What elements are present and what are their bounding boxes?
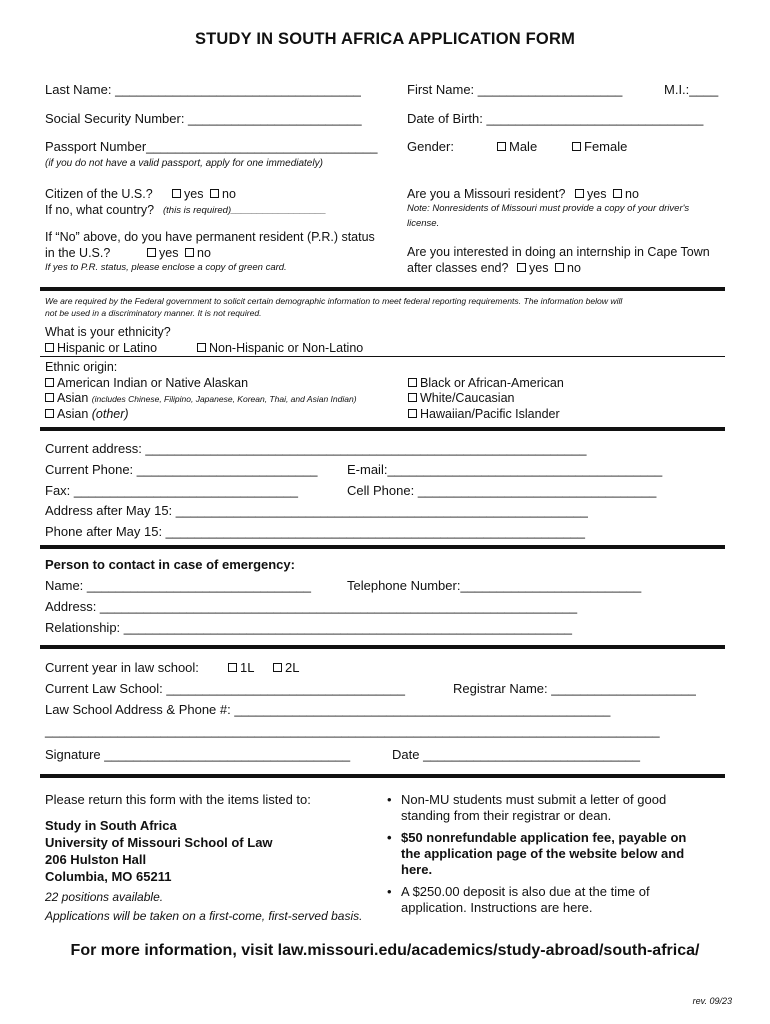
checkbox-asian-other[interactable] (45, 409, 54, 418)
mailing-address-line3: 206 Hulston Hall (45, 852, 147, 867)
revision-label: rev. 09/23 (692, 996, 732, 1006)
hawaiian-option[interactable]: Hawaiian/Pacific Islander (408, 407, 560, 421)
registrar-field[interactable]: Registrar Name: ____________________ (453, 681, 696, 696)
ssn-field[interactable]: Social Security Number: ________________________ (45, 111, 362, 126)
last-name-field[interactable]: Last Name: __________________________________ (45, 82, 361, 97)
dob-field[interactable]: Date of Birth: ______________________________ (407, 111, 704, 126)
school-address-field[interactable]: Law School Address & Phone #: ____________________________________________________ (45, 702, 611, 717)
year-question: Current year in law school: (45, 660, 199, 675)
requirements-list (385, 792, 705, 922)
checkbox-male[interactable] (497, 142, 506, 151)
return-instruction: Please return this form with the items listed to: (45, 792, 311, 807)
checkbox-2l[interactable] (273, 663, 282, 672)
mailing-address-line2: University of Missouri School of Law (45, 835, 273, 850)
date-field[interactable]: Date ______________________________ (392, 747, 640, 762)
missouri-no-option[interactable]: no (613, 187, 639, 201)
checkbox-non-hispanic[interactable] (197, 343, 206, 352)
emergency-address-field[interactable]: Address: __________________________________________________________________ (45, 599, 578, 614)
american-indian-option[interactable]: American Indian or Native Alaskan (45, 376, 248, 390)
gender-male-option[interactable]: Male (497, 139, 537, 154)
checkbox-black[interactable] (408, 378, 417, 387)
checkbox-asian[interactable] (45, 393, 54, 402)
checkbox-white[interactable] (408, 393, 417, 402)
gender-label: Gender: (407, 139, 454, 154)
asian-other-option[interactable]: Asian (other) (45, 407, 129, 421)
section-divider (40, 645, 725, 649)
pr-no-option[interactable]: no (185, 246, 211, 260)
emergency-relationship-field[interactable]: Relationship: ______________________________________________________________ (45, 620, 573, 635)
ethnic-origin-label: Ethnic origin: (45, 360, 118, 374)
year-1l-option[interactable]: 1L (228, 660, 254, 675)
checkbox-1l[interactable] (228, 663, 237, 672)
positions-note: 22 positions available. (45, 890, 164, 904)
internship-question-line2: after classes end? (407, 261, 509, 275)
checkbox-pr-yes[interactable] (147, 248, 156, 257)
mailing-address-line1: Study in South Africa (45, 818, 177, 833)
non-hispanic-option[interactable]: Non-Hispanic or Non-Latino (197, 341, 363, 355)
requirement-fee[interactable]: • $50 nonrefundable application fee, payable on the application page of the website below and here. (385, 830, 705, 878)
current-address-field[interactable]: Current address: _____________________________________________________________ (45, 441, 587, 456)
emergency-name-field[interactable]: Name: _______________________________ (45, 578, 312, 593)
first-name-field[interactable]: First Name: ____________________ (407, 82, 623, 97)
pr-note: If yes to P.R. status, please enclose a copy of green card. (45, 262, 287, 273)
citizen-no-option[interactable]: no (210, 187, 236, 201)
section-divider (40, 287, 725, 291)
checkbox-female[interactable] (572, 142, 581, 151)
mailing-address-line4: Columbia, MO 65211 (45, 869, 172, 884)
internship-no-option[interactable]: no (555, 261, 581, 275)
citizen-yes-option[interactable]: yes (172, 187, 203, 201)
missouri-note-line1: Note: Nonresidents of Missouri must provide a copy of your driver's (407, 203, 690, 214)
white-option[interactable]: White/Caucasian (408, 391, 515, 405)
phone-after-field[interactable]: Phone after May 15: __________________________________________________________ (45, 524, 586, 539)
checkbox-hispanic[interactable] (45, 343, 54, 352)
more-info-link[interactable]: For more information, visit law.missouri.edu/academics/study-abroad/south-africa/ (70, 942, 700, 959)
demographic-notice-line1: We are required by the Federal government to solicit certain demographic information to meet federal reporting requirements. The information below will (45, 296, 623, 306)
section-divider (40, 356, 725, 357)
current-school-field[interactable]: Current Law School: _________________________________ (45, 681, 405, 696)
missouri-yes-option[interactable]: yes (575, 187, 606, 201)
address-after-field[interactable]: Address after May 15: _________________________________________________________ (45, 503, 588, 518)
pr-question-line1: If “No” above, do you have permanent resident (P.R.) status (45, 230, 375, 244)
school-address-extra-line[interactable]: _____________________________________________________________________________________ (45, 723, 660, 738)
requirement-letter: • Non-MU students must submit a letter of good standing from their registrar or dean. (385, 792, 705, 824)
fax-field[interactable]: Fax: _______________________________ (45, 483, 299, 498)
requirement-deposit[interactable]: • A $250.00 deposit is also due at the time of application. Instructions are here. (385, 884, 705, 916)
pr-question-line2: in the U.S.? (45, 246, 111, 260)
first-come-note: Applications will be taken on a first-come, first-served basis. (45, 909, 363, 923)
passport-field[interactable]: Passport Number________________________________ (45, 139, 378, 154)
checkbox-citizen-no[interactable] (210, 189, 219, 198)
section-divider (40, 545, 725, 549)
missouri-note-line2: license. (407, 218, 440, 229)
emergency-telephone-field[interactable]: Telephone Number:_________________________ (347, 578, 642, 593)
passport-note: (if you do not have a valid passport, apply for one immediately) (45, 158, 323, 169)
checkbox-internship-no[interactable] (555, 263, 564, 272)
checkbox-hawaiian[interactable] (408, 409, 417, 418)
emergency-heading: Person to contact in case of emergency: (45, 557, 295, 572)
black-option[interactable]: Black or African-American (408, 376, 564, 390)
checkbox-american-indian[interactable] (45, 378, 54, 387)
section-divider (40, 427, 725, 431)
citizen-question: Citizen of the U.S.? (45, 187, 153, 201)
year-2l-option[interactable]: 2L (273, 660, 299, 675)
demographic-notice-line2: not be used in a discriminatory manner. It is not required. (45, 308, 262, 318)
country-field[interactable]: (this is required)__________________ (163, 205, 327, 216)
middle-initial-field[interactable]: M.I.:____ (664, 82, 719, 97)
current-phone-field[interactable]: Current Phone: _________________________ (45, 462, 318, 477)
checkbox-missouri-no[interactable] (613, 189, 622, 198)
country-question: If no, what country? (45, 203, 155, 217)
section-divider (40, 774, 725, 778)
checkbox-internship-yes[interactable] (517, 263, 526, 272)
ethnicity-question: What is your ethnicity? (45, 325, 171, 339)
form-title: STUDY IN SOUTH AFRICA APPLICATION FORM (194, 30, 576, 48)
pr-yes-option[interactable]: yes (147, 246, 178, 260)
internship-yes-option[interactable]: yes (517, 261, 548, 275)
checkbox-pr-no[interactable] (185, 248, 194, 257)
signature-field[interactable]: Signature __________________________________ (45, 747, 351, 762)
checkbox-citizen-yes[interactable] (172, 189, 181, 198)
hispanic-option[interactable]: Hispanic or Latino (45, 341, 157, 355)
gender-female-option[interactable]: Female (572, 139, 627, 154)
checkbox-missouri-yes[interactable] (575, 189, 584, 198)
cell-phone-field[interactable]: Cell Phone: _________________________________ (347, 483, 657, 498)
email-field[interactable]: E-mail:______________________________________ (347, 462, 663, 477)
internship-question-line1: Are you interested in doing an internship in Cape Town (407, 245, 710, 259)
asian-option[interactable]: Asian (includes Chinese, Filipino, Japanese, Korean, Thai, and Asian Indian) (45, 391, 357, 405)
missouri-question: Are you a Missouri resident? (407, 187, 566, 201)
